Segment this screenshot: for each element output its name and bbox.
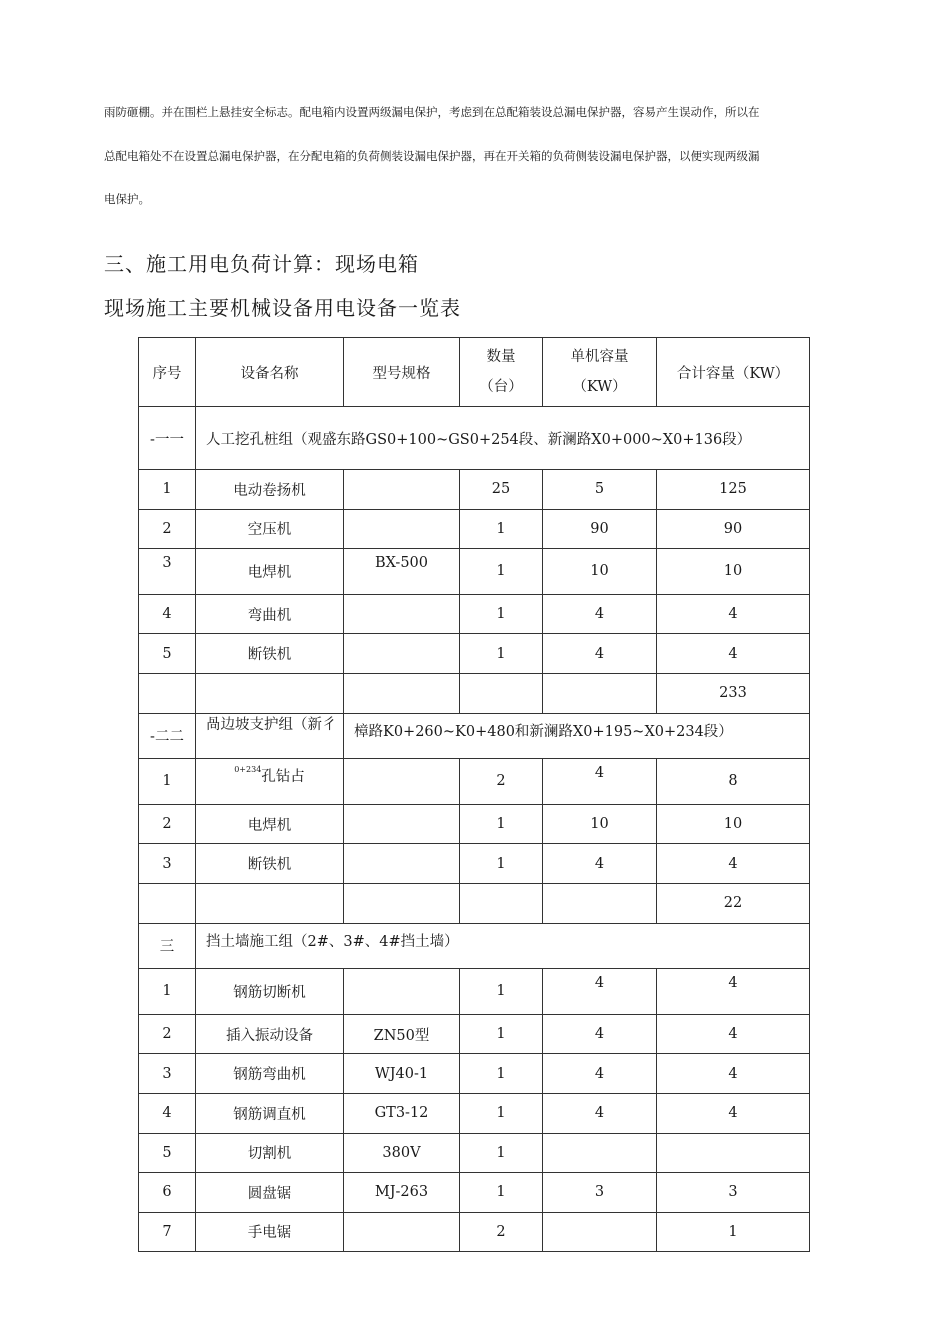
total-capacity: 4 — [657, 1014, 810, 1054]
table-row — [139, 1173, 810, 1213]
table-row — [139, 969, 810, 1015]
unit-capacity: 4 — [543, 1093, 657, 1133]
group-title: 挡土墙施工组（2#、3#、4#挡土墙） — [196, 923, 810, 969]
equipment-name: 电焊机 — [196, 804, 344, 844]
unit-capacity: 90 — [543, 509, 657, 549]
row-number: 3 — [139, 844, 196, 884]
total-capacity: 4 — [657, 969, 810, 1015]
model-spec: BX-500 — [344, 549, 460, 595]
equipment-name: 断铁机 — [196, 634, 344, 674]
equipment-name: 插入振动设备 — [196, 1014, 344, 1054]
unit-capacity: 10 — [543, 549, 657, 595]
unit-capacity — [543, 1212, 657, 1252]
table-row — [139, 1054, 810, 1094]
model-spec — [344, 844, 460, 884]
model-spec — [344, 1212, 460, 1252]
group-row — [139, 713, 810, 759]
equipment-table — [138, 337, 810, 1252]
group-number: -一一 — [139, 407, 196, 470]
total-capacity: 125 — [657, 470, 810, 510]
model-spec — [344, 470, 460, 510]
row-number: 3 — [139, 549, 196, 595]
model-spec — [344, 594, 460, 634]
model-spec: MJ-263 — [344, 1173, 460, 1213]
subtotal-row — [139, 673, 810, 713]
total-capacity: 4 — [657, 1054, 810, 1094]
equipment-name: 空压机 — [196, 509, 344, 549]
row-number: 5 — [139, 1133, 196, 1173]
row-number: 2 — [139, 509, 196, 549]
unit-capacity: 4 — [543, 759, 657, 805]
group-title-part-a: 咼边坡支护组（新彳 — [196, 713, 344, 759]
subtotal-empty — [139, 673, 196, 713]
quantity: 1 — [460, 1173, 543, 1213]
table-row — [139, 1093, 810, 1133]
group-title: 人工挖孔桩组（观盛东路GS0+100~GS0+254段、新澜路X0+000~X0+136段） — [196, 407, 810, 470]
row-number: 4 — [139, 1093, 196, 1133]
total-capacity: 1 — [657, 1212, 810, 1252]
unit-capacity: 10 — [543, 804, 657, 844]
total-capacity — [657, 1133, 810, 1173]
quantity: 25 — [460, 470, 543, 510]
table-row — [139, 509, 810, 549]
total-capacity: 4 — [657, 634, 810, 674]
subtotal-empty — [196, 673, 344, 713]
body-paragraph-line-1: 雨防砸棚。并在围栏上悬挂安全标志。配电箱内设置两级漏电保护，考虑到在总配箱装设总漏电保护器，容易产生误动作，所以在 — [104, 105, 760, 119]
unit-capacity: 4 — [543, 969, 657, 1015]
unit-capacity: 4 — [543, 844, 657, 884]
quantity: 1 — [460, 634, 543, 674]
table-row — [139, 470, 810, 510]
body-paragraph-line-3: 电保护。 — [104, 192, 150, 206]
equipment-name: 圆盘锯 — [196, 1173, 344, 1213]
quantity: 1 — [460, 1093, 543, 1133]
subtotal-value: 22 — [657, 883, 810, 923]
table-title: 现场施工主要机械设备用电设备一览表 — [104, 296, 461, 320]
total-capacity: 10 — [657, 804, 810, 844]
quantity: 1 — [460, 1133, 543, 1173]
total-capacity: 8 — [657, 759, 810, 805]
subtotal-empty — [543, 673, 657, 713]
table-row — [139, 759, 810, 805]
model-spec — [344, 509, 460, 549]
row-number: 2 — [139, 1014, 196, 1054]
header-unit-capacity: 单机容量 （KW） — [543, 338, 657, 407]
table-row — [139, 804, 810, 844]
model-spec: WJ40-1 — [344, 1054, 460, 1094]
section-heading: 三、施工用电负荷计算：现场电箱 — [104, 252, 419, 276]
total-capacity: 10 — [657, 549, 810, 595]
model-spec — [344, 969, 460, 1015]
unit-capacity: 4 — [543, 634, 657, 674]
row-number: 1 — [139, 969, 196, 1015]
table-row — [139, 1133, 810, 1173]
quantity: 2 — [460, 1212, 543, 1252]
row-number: 5 — [139, 634, 196, 674]
equipment-name: 钢筋弯曲机 — [196, 1054, 344, 1094]
subtotal-empty — [460, 883, 543, 923]
header-name: 设备名称 — [196, 338, 344, 407]
header-qty: 数量 （台） — [460, 338, 543, 407]
row-number: 4 — [139, 594, 196, 634]
unit-capacity: 4 — [543, 594, 657, 634]
model-spec: GT3-12 — [344, 1093, 460, 1133]
unit-capacity: 4 — [543, 1014, 657, 1054]
total-capacity: 4 — [657, 1093, 810, 1133]
subtotal-empty — [543, 883, 657, 923]
row-number: 7 — [139, 1212, 196, 1252]
quantity: 1 — [460, 1054, 543, 1094]
total-capacity: 90 — [657, 509, 810, 549]
subtotal-empty — [139, 883, 196, 923]
equipment-name: 断铁机 — [196, 844, 344, 884]
subtotal-empty — [344, 883, 460, 923]
table-row — [139, 1014, 810, 1054]
total-capacity: 4 — [657, 594, 810, 634]
total-capacity: 3 — [657, 1173, 810, 1213]
row-number: 1 — [139, 470, 196, 510]
model-spec: ZN50型 — [344, 1014, 460, 1054]
unit-capacity: 4 — [543, 1054, 657, 1094]
unit-capacity: 5 — [543, 470, 657, 510]
table-row — [139, 634, 810, 674]
group-number: 三 — [139, 923, 196, 969]
subtotal-row — [139, 883, 810, 923]
equipment-name: 钢筋调直机 — [196, 1093, 344, 1133]
equipment-name-superscript: 0+234 — [234, 765, 262, 775]
model-spec — [344, 634, 460, 674]
equipment-name: 切割机 — [196, 1133, 344, 1173]
quantity: 1 — [460, 844, 543, 884]
row-number: 3 — [139, 1054, 196, 1094]
model-spec — [344, 804, 460, 844]
equipment-name: 手电锯 — [196, 1212, 344, 1252]
group-row — [139, 407, 810, 470]
quantity: 1 — [460, 804, 543, 844]
quantity: 1 — [460, 1014, 543, 1054]
table-row — [139, 549, 810, 595]
model-spec: 380V — [344, 1133, 460, 1173]
table-header-row — [139, 338, 810, 407]
unit-capacity: 3 — [543, 1173, 657, 1213]
quantity: 1 — [460, 969, 543, 1015]
unit-capacity — [543, 1133, 657, 1173]
subtotal-empty — [460, 673, 543, 713]
equipment-name: 电焊机 — [196, 549, 344, 595]
equipment-name: 弯曲机 — [196, 594, 344, 634]
header-total-capacity: 合计容量（KW） — [657, 338, 810, 407]
quantity: 1 — [460, 549, 543, 595]
equipment-name — [196, 759, 344, 805]
model-spec — [344, 759, 460, 805]
body-paragraph-line-2: 总配电箱处不在设置总漏电保护器，在分配电箱的负荷侧装设漏电保护器，再在开关箱的负荷侧装设漏电保护器，以便实现两级漏 — [104, 149, 760, 163]
table-row — [139, 594, 810, 634]
subtotal-empty — [344, 673, 460, 713]
table-row — [139, 1212, 810, 1252]
row-number: 2 — [139, 804, 196, 844]
subtotal-empty — [196, 883, 344, 923]
equipment-name: 钢筋切断机 — [196, 969, 344, 1015]
equipment-name: 电动卷扬机 — [196, 470, 344, 510]
total-capacity: 4 — [657, 844, 810, 884]
equipment-name-text: 孔钻占 — [261, 769, 305, 786]
group-number: -二二 — [139, 713, 196, 759]
row-number: 1 — [139, 759, 196, 805]
row-number: 6 — [139, 1173, 196, 1213]
table-row — [139, 844, 810, 884]
header-model: 型号规格 — [344, 338, 460, 407]
group-title-part-b: 樟路K0+260~K0+480和新澜路X0+195~X0+234段） — [344, 713, 810, 759]
quantity: 1 — [460, 594, 543, 634]
subtotal-value: 233 — [657, 673, 810, 713]
group-row — [139, 923, 810, 969]
quantity: 2 — [460, 759, 543, 805]
header-no: 序号 — [139, 338, 196, 407]
quantity: 1 — [460, 509, 543, 549]
